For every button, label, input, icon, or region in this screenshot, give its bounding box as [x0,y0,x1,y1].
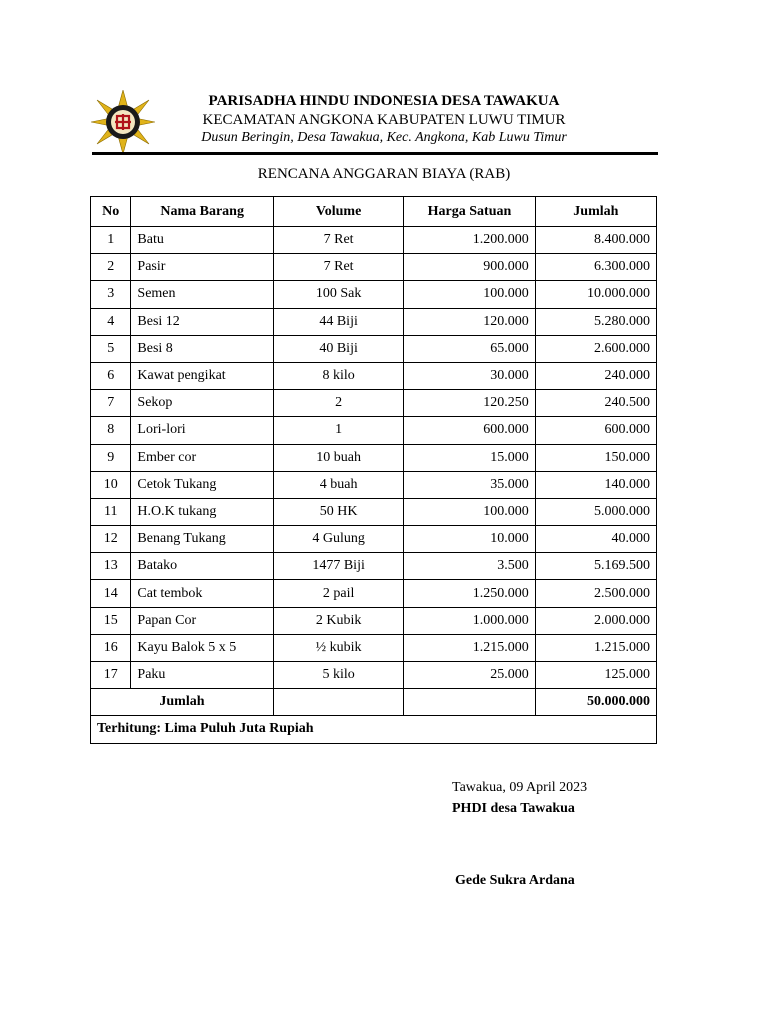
total-empty-volume [273,689,403,716]
row-total: 240.500 [535,390,656,417]
total-row [91,689,657,716]
total-label: Jumlah [91,689,274,716]
row-item-name: Paku [131,662,274,689]
document-title: RENCANA ANGGARAN BIAYA (RAB) [257,166,511,182]
table-row [91,254,657,281]
row-unit-price: 1.200.000 [404,227,535,254]
row-no: 17 [91,662,131,689]
row-volume: 10 buah [273,444,403,471]
row-unit-price: 30.000 [404,362,535,389]
row-unit-price: 10.000 [404,526,535,553]
row-total: 2.600.000 [535,335,656,362]
budget-table [90,196,657,744]
row-no: 6 [91,362,131,389]
row-volume: 2 [273,390,403,417]
row-total: 6.300.000 [535,254,656,281]
row-no: 11 [91,498,131,525]
org-name-line1: PARISADHA HINDU INDONESIA DESA TAWAKUA [208,93,560,109]
row-item-name: Besi 12 [131,308,274,335]
row-volume: 8 kilo [273,362,403,389]
row-unit-price: 600.000 [404,417,535,444]
row-item-name: Batako [131,553,274,580]
row-total: 40.000 [535,526,656,553]
table-row [91,553,657,580]
row-volume: 1477 Biji [273,553,403,580]
row-unit-price: 65.000 [404,335,535,362]
row-unit-price: 1.250.000 [404,580,535,607]
row-unit-price: 120.000 [404,308,535,335]
table-header-row [91,197,657,227]
row-volume: 4 Gulung [273,526,403,553]
row-unit-price: 100.000 [404,281,535,308]
table-row [91,526,657,553]
row-total: 5.169.500 [535,553,656,580]
signature-place-date: Tawakua, 09 April 2023 [452,780,588,795]
col-header-volume: Volume [273,197,403,227]
row-no: 8 [91,417,131,444]
row-no: 10 [91,471,131,498]
total-value: 50.000.000 [535,689,656,716]
row-item-name: Lori-lori [131,417,274,444]
row-item-name: Semen [131,281,274,308]
row-unit-price: 3.500 [404,553,535,580]
table-row [91,362,657,389]
table-row [91,281,657,308]
table-row [91,335,657,362]
row-total: 5.280.000 [535,308,656,335]
row-unit-price: 25.000 [404,662,535,689]
signature-name: Gede Sukra Ardana [455,873,575,888]
table-row [91,662,657,689]
table-row [91,580,657,607]
table-row [91,634,657,661]
row-unit-price: 1.000.000 [404,607,535,634]
table-row [91,471,657,498]
row-total: 8.400.000 [535,227,656,254]
col-header-no: No [91,197,131,227]
row-no: 9 [91,444,131,471]
row-volume: 50 HK [273,498,403,525]
row-total: 5.000.000 [535,498,656,525]
row-item-name: Ember cor [131,444,274,471]
row-volume: 1 [273,417,403,444]
row-item-name: Pasir [131,254,274,281]
row-item-name: Papan Cor [131,607,274,634]
row-item-name: Besi 8 [131,335,274,362]
row-total: 140.000 [535,471,656,498]
table-row [91,498,657,525]
row-item-name: Kayu Balok 5 x 5 [131,634,274,661]
row-total: 150.000 [535,444,656,471]
table-row [91,227,657,254]
org-name-line2: KECAMATAN ANGKONA KABUPATEN LUWU TIMUR [202,112,566,128]
col-header-item: Nama Barang [131,197,274,227]
table-row [91,390,657,417]
row-unit-price: 1.215.000 [404,634,535,661]
row-item-name: Batu [131,227,274,254]
row-no: 13 [91,553,131,580]
row-no: 4 [91,308,131,335]
table-row [91,607,657,634]
terbilang-text: Terhitung: Lima Puluh Juta Rupiah [91,716,657,743]
row-item-name: Benang Tukang [131,526,274,553]
total-empty-price [404,689,535,716]
row-unit-price: 100.000 [404,498,535,525]
org-address: Dusun Beringin, Desa Tawakua, Kec. Angkona, Kab Luwu Timur [201,130,567,145]
row-item-name: Cat tembok [131,580,274,607]
terbilang-row [91,716,657,743]
row-volume: 2 Kubik [273,607,403,634]
row-no: 16 [91,634,131,661]
row-item-name: Kawat pengikat [131,362,274,389]
header-divider [92,152,658,155]
col-header-unit-price: Harga Satuan [404,197,535,227]
row-volume: 100 Sak [273,281,403,308]
row-unit-price: 120.250 [404,390,535,417]
row-volume: 7 Ret [273,254,403,281]
col-header-total: Jumlah [535,197,656,227]
table-body [91,227,657,689]
row-no: 1 [91,227,131,254]
row-item-name: Cetok Tukang [131,471,274,498]
row-total: 10.000.000 [535,281,656,308]
row-total: 2.500.000 [535,580,656,607]
row-no: 2 [91,254,131,281]
row-no: 15 [91,607,131,634]
row-volume: 5 kilo [273,662,403,689]
row-item-name: Sekop [131,390,274,417]
row-total: 600.000 [535,417,656,444]
row-volume: 7 Ret [273,227,403,254]
row-unit-price: 900.000 [404,254,535,281]
row-total: 125.000 [535,662,656,689]
row-volume: 2 pail [273,580,403,607]
row-unit-price: 15.000 [404,444,535,471]
row-volume: 40 Biji [273,335,403,362]
table-row [91,308,657,335]
row-total: 1.215.000 [535,634,656,661]
row-no: 12 [91,526,131,553]
row-total: 240.000 [535,362,656,389]
table-row [91,444,657,471]
row-no: 3 [91,281,131,308]
row-unit-price: 35.000 [404,471,535,498]
row-volume: 4 buah [273,471,403,498]
row-volume: ½ kubik [273,634,403,661]
row-item-name: H.O.K tukang [131,498,274,525]
row-volume: 44 Biji [273,308,403,335]
row-no: 7 [91,390,131,417]
signature-org: PHDI desa Tawakua [452,801,575,816]
row-no: 5 [91,335,131,362]
row-total: 2.000.000 [535,607,656,634]
row-no: 14 [91,580,131,607]
table-row [91,417,657,444]
